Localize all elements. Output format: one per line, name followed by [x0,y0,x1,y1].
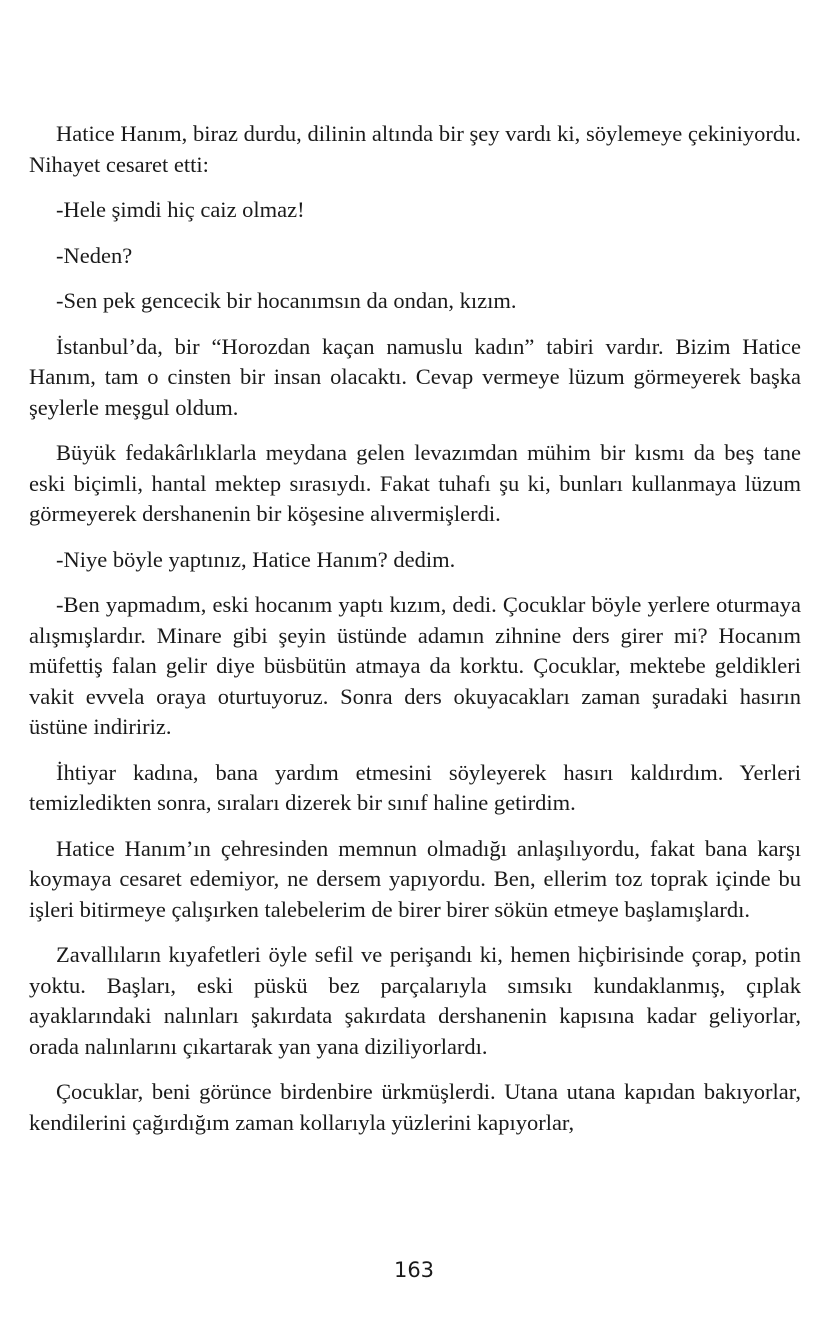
paragraph-10: Hatice Hanım’ın çehresinden memnun olmadığı anlaşılıyordu, fakat bana karşı koymaya cesaret edemiyor, ne dersem yapıyordu. Ben, ellerim toz toprak içinde bu işleri bitirmeye çalışırken talebelerim de birer birer sökün etmeye başlamışlardı. [29,835,801,922]
paragraph-5: İstanbul’da, bir “Horozdan kaçan namuslu kadın” tabiri vardır. Bizim Hatice Hanım, tam o cinsten bir insan olacaktı. Cevap vermeye lüzum görmeyerek başka şeylerle meşgul oldum. [29,333,801,420]
page-number: 163 [393,1258,435,1282]
paragraph-2: -Hele şimdi hiç caiz olmaz! [56,197,305,222]
paragraph-8: -Ben yapmadım, eski hocanım yaptı kızım, dedi. Çocuklar böyle yerlere oturmaya alışmışlardır. Minare gibi şeyin üstünde adamın zihnine ders girer mi? Hocanım müfettiş falan gelir diye büsbütün atmaya da korktu. Çocuklar, mektebe geldikleri vakit evvela oraya oturtuyoruz. Sonra ders okuyacakları zaman şuradaki hasırın üstüne indiririz. [29,592,801,739]
paragraph-1: Hatice Hanım, biraz durdu, dilinin altında bir şey vardı ki, söylemeye çekiniyordu. Nihayet cesaret etti: [29,121,801,177]
paragraph-7: -Niye böyle yaptınız, Hatice Hanım? dedim. [56,546,456,572]
book-page-text [29,119,801,1153]
paragraph-3: -Neden? [56,242,133,268]
paragraph-11: Zavallıların kıyafetleri öyle sefil ve perişandı ki, hemen hiçbirisinde çorap, potin yoktu. Başları, eski püskü bez parçalarıyla sımsıkı kundaklanmış, çıplak ayaklarındaki nalınları şakırdata şakırdata dershanenin kapısına kadar geliyorlar, orada nalınlarını çıkartarak yan yana diziliyorlardı. [29,942,801,1059]
paragraph-12: Çocuklar, beni görünce birdenbire ürkmüşlerdi. Utana utana kapıdan bakıyorlar, kendilerini çağırdığım zaman kollarıyla yüzlerini kapıyorlar, [29,1079,801,1135]
paragraph-9: İhtiyar kadına, bana yardım etmesini söyleyerek hasırı kaldırdım. Yerleri temizledikten sonra, sıraları dizerek bir sınıf haline getirdim. [29,759,801,815]
paragraph-4: -Sen pek gencecik bir hocanımsın da ondan, kızım. [56,288,517,313]
paragraph-6: Büyük fedakârlıklarla meydana gelen levazımdan mühim bir kısmı da beş tane eski biçimli, hantal mektep sırasıydı. Fakat tuhafı şu ki, bunları kullanmaya lüzum görmeyerek dershanenin bir köşesine alıvermişlerdi. [29,440,801,526]
